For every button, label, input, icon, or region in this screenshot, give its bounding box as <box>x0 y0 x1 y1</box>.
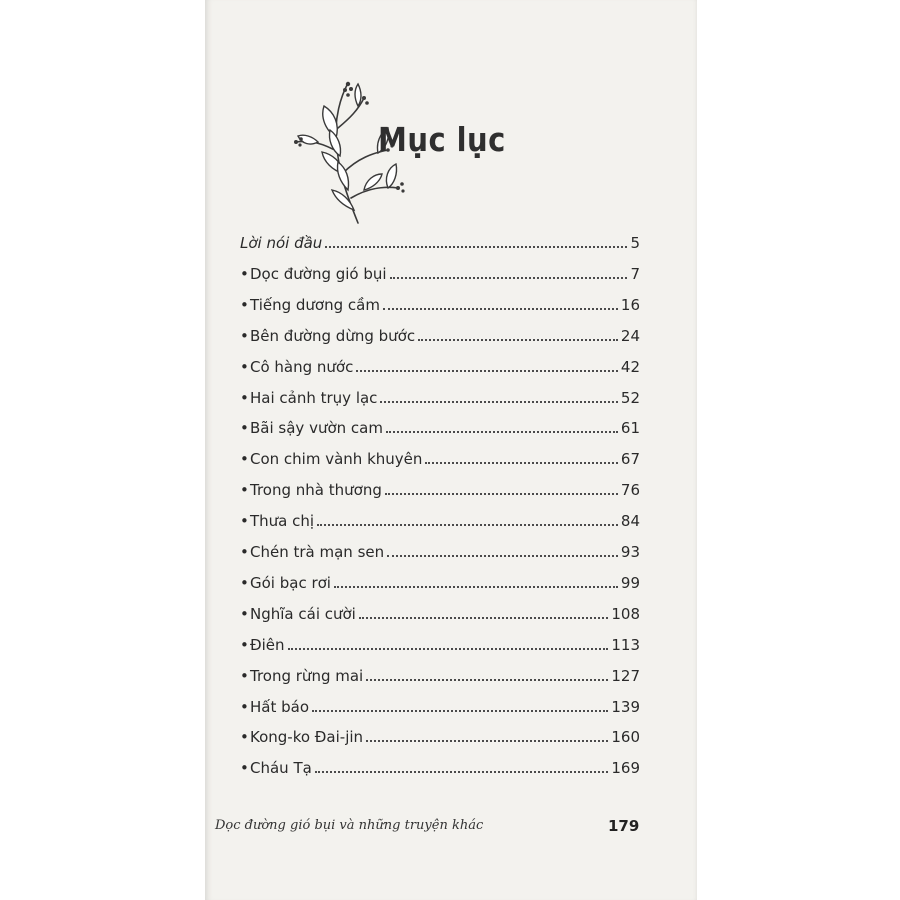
toc-entry-label: Kong-ko Đai-jin <box>250 728 364 747</box>
toc-entry <box>240 319 640 345</box>
dot-leader <box>366 679 608 681</box>
toc-entry-label: Hất báo <box>250 697 310 716</box>
bullet-icon: • <box>240 604 249 623</box>
bullet-icon: • <box>240 481 249 500</box>
toc-entry-page: 16 <box>620 295 640 314</box>
toc-entry-label: Thưa chị <box>250 512 315 531</box>
dot-leader <box>312 710 608 712</box>
dot-leader <box>383 308 618 310</box>
dot-leader <box>315 771 609 773</box>
bullet-icon: • <box>240 295 249 314</box>
bullet-icon: • <box>240 512 249 531</box>
toc-entry-page: 127 <box>611 666 640 685</box>
toc-entry <box>240 381 640 407</box>
toc-entry-label: Dọc đường gió bụi <box>250 264 387 283</box>
toc-entry <box>240 473 640 499</box>
toc-entry-page: 52 <box>620 388 640 407</box>
toc-entry <box>240 566 640 592</box>
bullet-icon: • <box>240 666 249 685</box>
toc-entry <box>240 659 640 685</box>
toc-entry-label: Tiếng dương cầm <box>250 295 380 314</box>
dot-leader <box>288 648 609 650</box>
toc-entry-label: Lời nói đầu <box>240 234 323 252</box>
toc-entry <box>240 720 640 746</box>
toc-entry-page: 99 <box>620 573 640 592</box>
toc-entry-page: 67 <box>620 450 640 469</box>
dot-leader <box>359 617 609 619</box>
dot-leader <box>387 555 618 557</box>
dot-leader <box>356 370 618 372</box>
dot-leader <box>385 493 618 495</box>
toc-entry-label: Nghĩa cái cười <box>250 604 356 623</box>
toc-entry-page: 113 <box>611 635 640 654</box>
dot-leader <box>418 339 618 341</box>
toc-entry-page: 108 <box>611 604 640 623</box>
bullet-icon: • <box>240 728 249 747</box>
toc-entry-page: 160 <box>611 728 640 747</box>
toc-entry-page: 5 <box>630 234 640 252</box>
toc-entry-label: Điên <box>250 635 285 654</box>
bullet-icon: • <box>240 450 249 469</box>
bullet-icon: • <box>240 635 249 654</box>
toc-entry-page: 93 <box>620 543 640 561</box>
bullet-icon: • <box>240 388 249 407</box>
toc-entry <box>240 257 640 283</box>
toc-entry <box>240 411 640 437</box>
page-number: 179 <box>608 817 640 835</box>
toc-entry-page: 169 <box>611 759 640 778</box>
toc-entry <box>240 751 640 777</box>
toc-entry-label: Hai cảnh trụy lạc <box>250 388 378 407</box>
dot-leader <box>366 740 608 742</box>
bullet-icon: • <box>240 759 249 778</box>
dot-leader <box>334 586 618 588</box>
toc-entry-label: Cô hàng nước <box>250 357 354 376</box>
toc-entry <box>240 504 640 530</box>
toc-entry-page: 61 <box>620 419 640 438</box>
toc-entry-label: Con chim vành khuyên <box>250 450 423 469</box>
toc-entry-page: 139 <box>611 697 640 716</box>
toc-entry <box>240 628 640 654</box>
toc-entry <box>240 535 640 561</box>
toc-entry-label: Trong rừng mai <box>250 666 364 685</box>
bullet-icon: • <box>240 573 249 592</box>
toc-entry-page: 42 <box>620 357 640 376</box>
bullet-icon: • <box>240 697 249 716</box>
dot-leader <box>317 524 618 526</box>
dot-leader <box>386 431 618 433</box>
toc-entry-label: Bên đường dừng bước <box>250 326 416 345</box>
dot-leader <box>425 462 618 464</box>
toc-entry <box>240 597 640 623</box>
dot-leader <box>380 401 617 403</box>
bullet-icon: • <box>240 264 249 283</box>
toc-entry-page: 24 <box>620 326 640 345</box>
bullet-icon: • <box>240 543 249 561</box>
dot-leader <box>325 246 627 248</box>
toc-entry-page: 84 <box>620 512 640 531</box>
toc-entry-label: Trong nhà thương <box>250 481 382 500</box>
toc-entry-page: 7 <box>630 264 640 283</box>
bullet-icon: • <box>240 326 249 345</box>
bullet-icon: • <box>240 357 249 376</box>
toc-entry <box>240 350 640 376</box>
toc-entry-label: Bãi sậy vườn cam <box>250 419 383 438</box>
toc-entry <box>240 690 640 716</box>
page-title: Mục lục <box>378 120 506 159</box>
toc-entry <box>240 288 640 314</box>
toc-entry-page: 76 <box>620 481 640 500</box>
running-footer-title: Dọc đường gió bụi và những truyện khác <box>215 818 484 833</box>
toc-entry-label: Cháu Tạ <box>250 759 312 778</box>
toc-entry-label: Chén trà mạn sen <box>250 543 385 561</box>
dot-leader <box>390 277 628 279</box>
bullet-icon: • <box>240 419 249 438</box>
toc-entry <box>240 226 640 252</box>
toc-entry <box>240 442 640 468</box>
toc-entry-label: Gói bạc rơi <box>250 573 331 592</box>
